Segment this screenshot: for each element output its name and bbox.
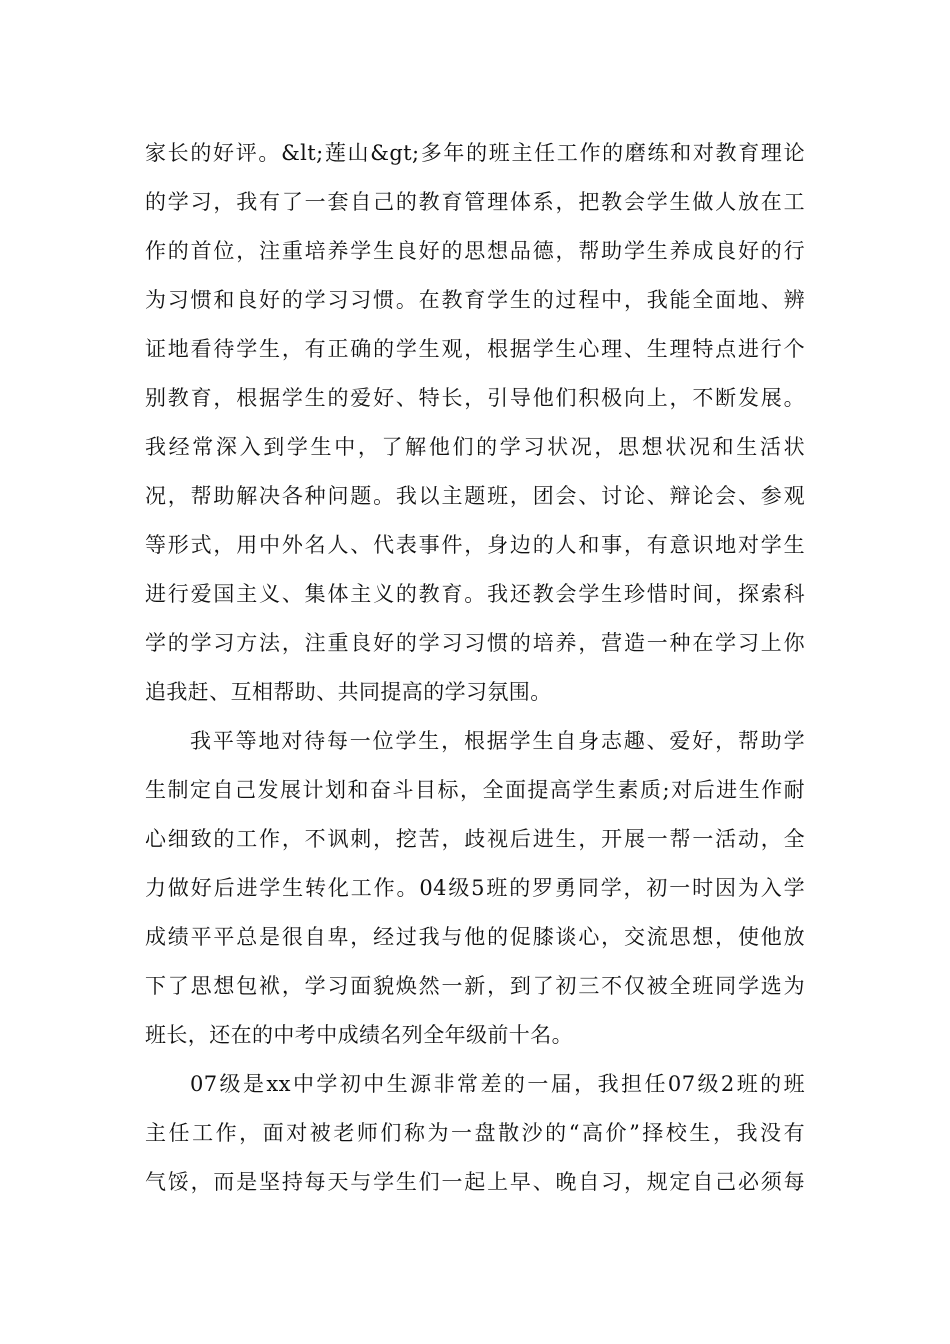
text-line: 况，帮助解决各种问题。我以主题班，团会、讨论、辩论会、参观 bbox=[145, 484, 805, 508]
text-line: 成绩平平总是很自卑，经过我与他的促膝谈心，交流思想，使他放 bbox=[145, 925, 805, 949]
text-line: 学的学习方法，注重良好的学习习惯的培养，营造一种在学习上你 bbox=[145, 631, 805, 655]
text-line: 下了思想包袱，学习面貌焕然一新，到了初三不仅被全班同学选为 bbox=[145, 974, 805, 998]
paragraph-end-line: 追我赶、互相帮助、共同提高的学习氛围。 bbox=[145, 680, 552, 704]
text-line: 力做好后进学生转化工作。04级5班的罗勇同学，初一时因为入学 bbox=[145, 876, 805, 900]
paragraph-first-line: 我平等地对待每一位学生，根据学生自身志趣、爱好，帮助学 bbox=[190, 729, 805, 753]
text-line: 的学习，我有了一套自己的教育管理体系，把教会学生做人放在工 bbox=[145, 190, 805, 214]
text-line: 生制定自己发展计划和奋斗目标，全面提高学生素质;对后进生作耐 bbox=[145, 778, 805, 802]
text-line: 别教育，根据学生的爱好、特长，引导他们积极向上，不断发展。 bbox=[145, 386, 805, 410]
text-line: 证地看待学生，有正确的学生观，根据学生心理、生理特点进行个 bbox=[145, 337, 805, 361]
text-line: 家长的好评。&lt;莲山&gt;多年的班主任工作的磨练和对教育理论 bbox=[145, 141, 805, 165]
text-line: 等形式，用中外名人、代表事件，身边的人和事，有意识地对学生 bbox=[145, 533, 805, 557]
text-line: 气馁，而是坚持每天与学生们一起上早、晚自习，规定自己必须每 bbox=[145, 1170, 805, 1194]
text-line: 进行爱国主义、集体主义的教育。我还教会学生珍惜时间，探索科 bbox=[145, 582, 805, 606]
text-line: 作的首位，注重培养学生良好的思想品德，帮助学生养成良好的行 bbox=[145, 239, 805, 263]
paragraph-first-line: 07级是xx中学初中生源非常差的一届，我担任07级2班的班 bbox=[190, 1072, 805, 1096]
paragraph-end-line: 班长，还在的中考中成绩名列全年级前十名。 bbox=[145, 1023, 573, 1047]
text-line: 我经常深入到学生中，了解他们的学习状况，思想状况和生活状 bbox=[145, 435, 805, 459]
text-line: 主任工作，面对被老师们称为一盘散沙的“高价”择校生，我没有 bbox=[145, 1121, 805, 1145]
text-line: 心细致的工作，不讽刺，挖苦，歧视后进生，开展一帮一活动，全 bbox=[145, 827, 805, 851]
text-line: 为习惯和良好的学习习惯。在教育学生的过程中，我能全面地、辨 bbox=[145, 288, 805, 312]
